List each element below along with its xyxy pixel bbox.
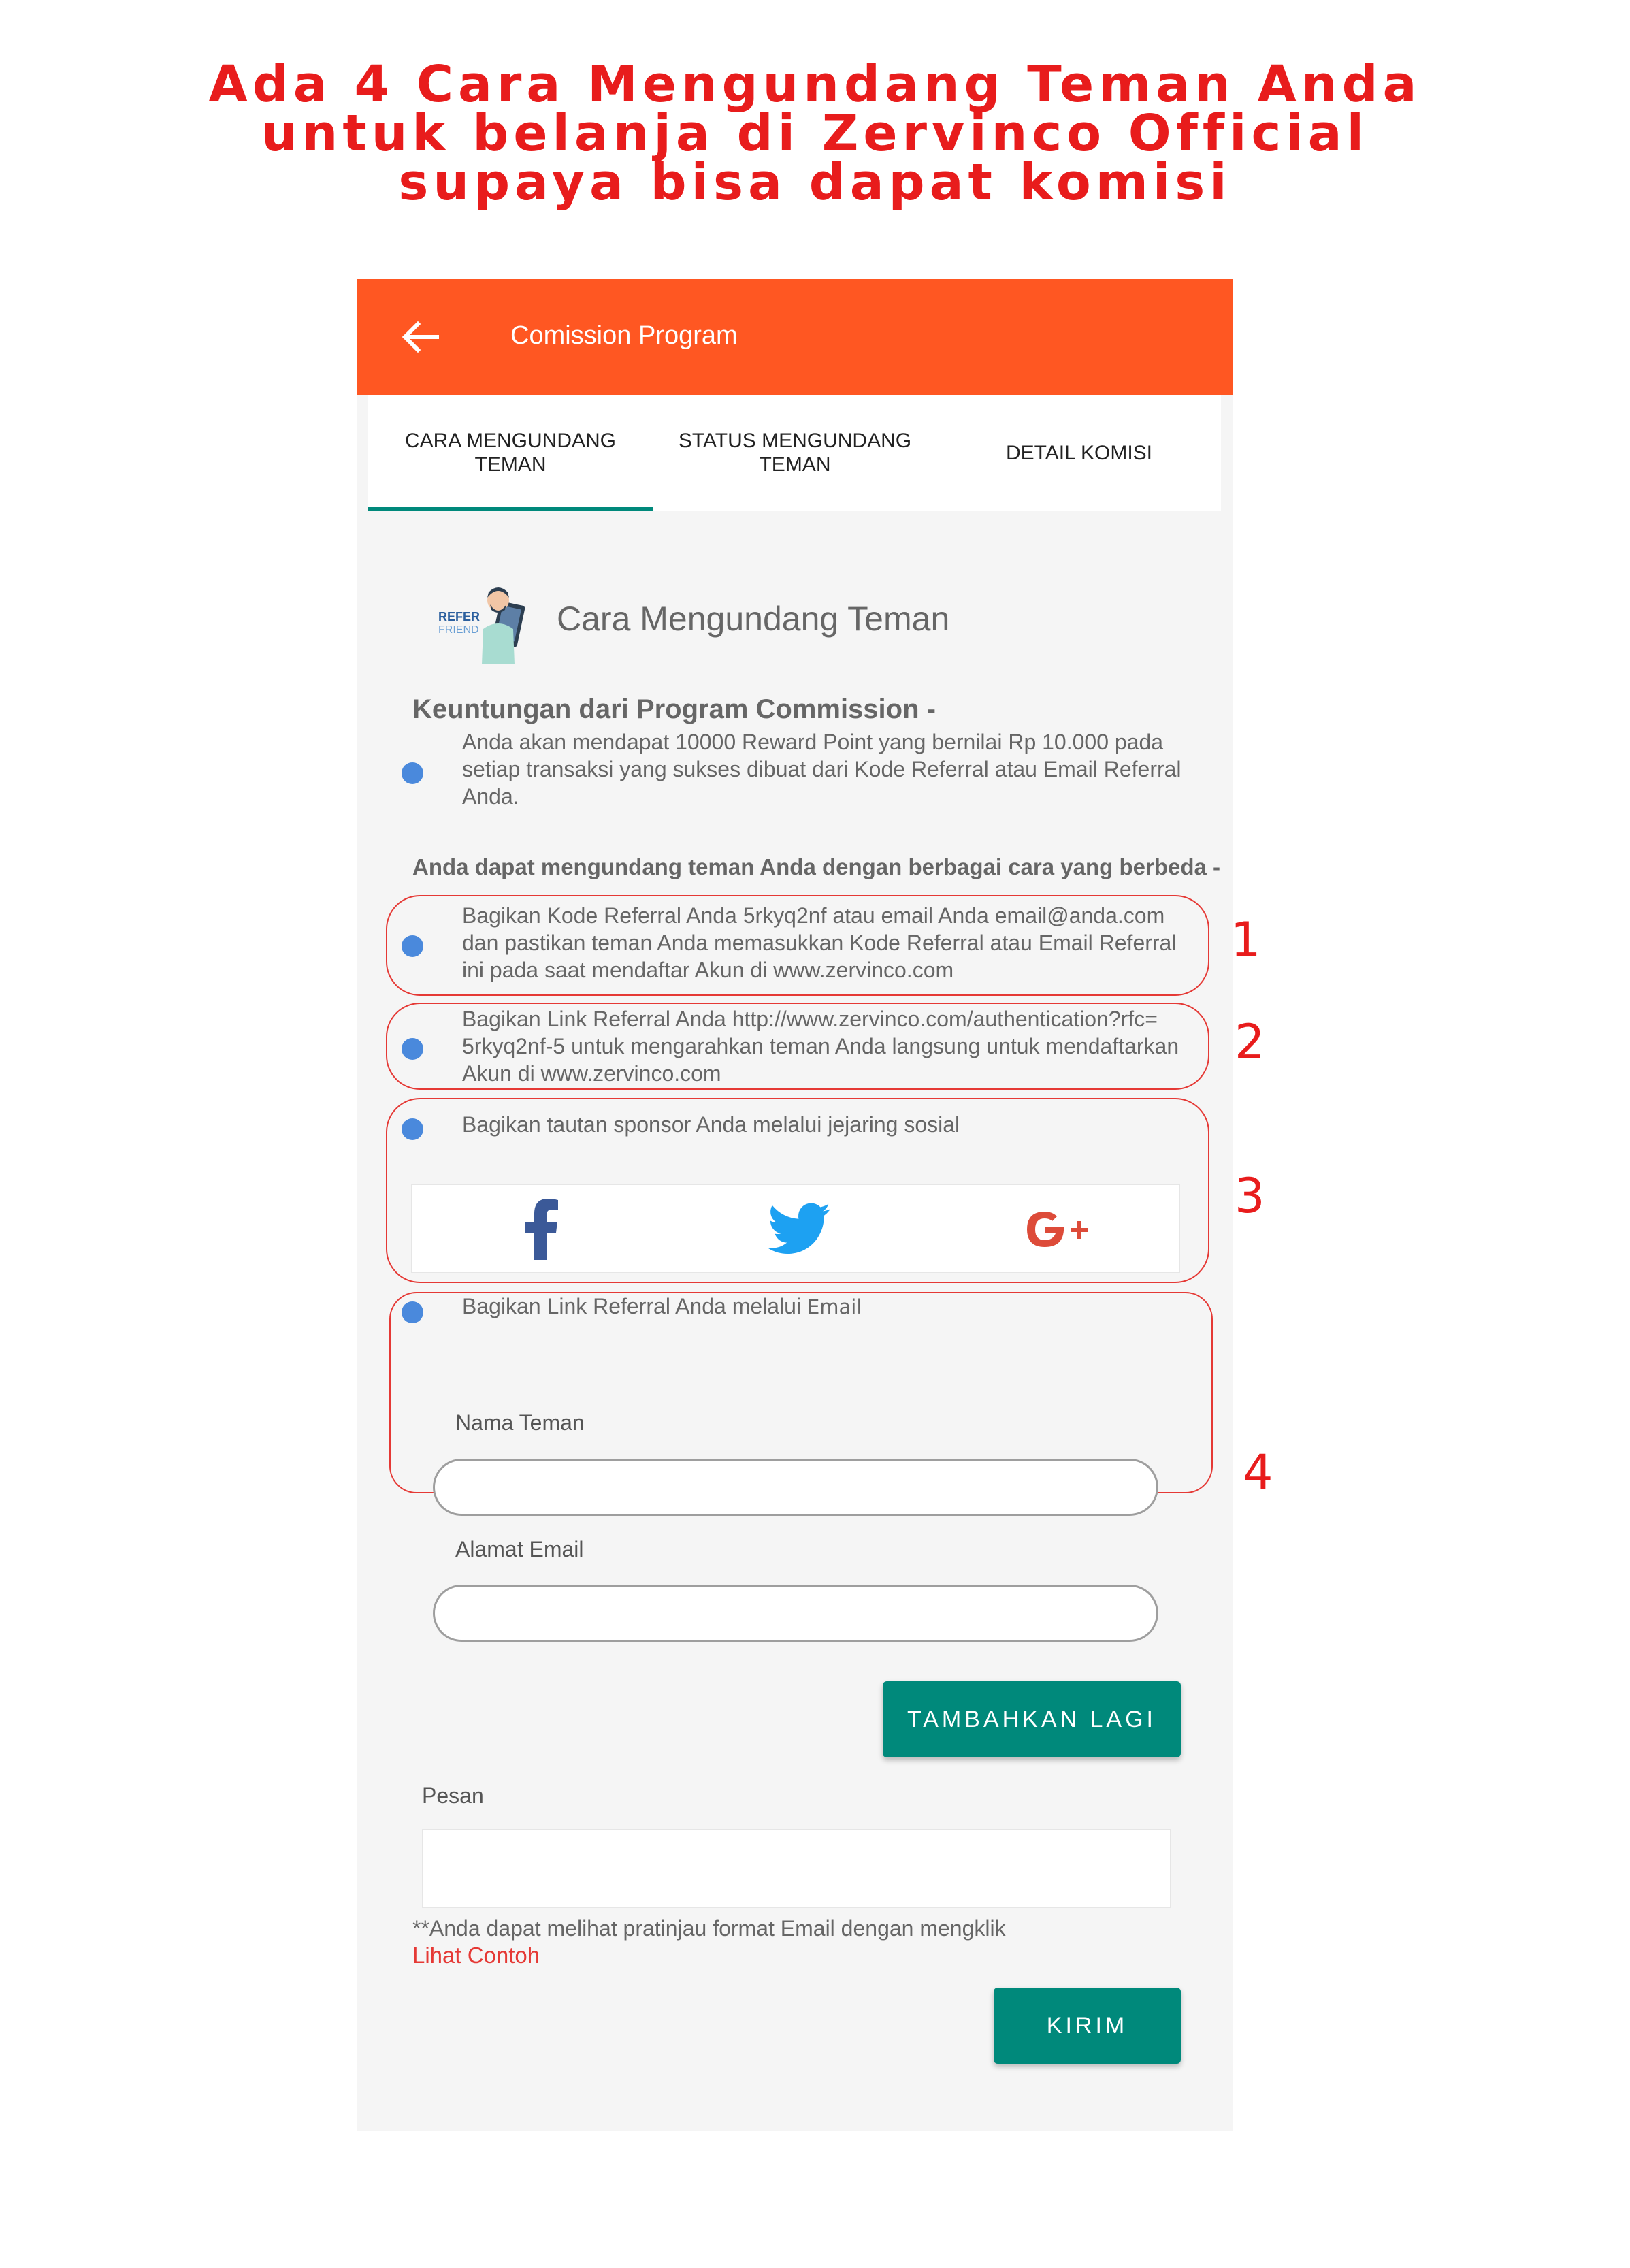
share-twitter-button[interactable] — [759, 1197, 841, 1261]
tab-cara-mengundang[interactable] — [368, 395, 653, 511]
text-line: Akun di www.zervinco.com — [462, 1061, 721, 1086]
section-title: Cara Mengundang Teman — [557, 600, 950, 638]
friend-email-input[interactable] — [433, 1585, 1158, 1642]
text-line: Bagikan Link Referral Anda http://www.zervinco.com/authentication?rfc= — [462, 1007, 1158, 1031]
twitter-icon — [768, 1202, 832, 1257]
way-4-text — [462, 1293, 1184, 1321]
logo-text-refer: REFER — [438, 610, 480, 623]
text-line: Bagikan Kode Referral Anda 5rkyq2nf atau email Anda email@anda.com — [462, 903, 1165, 928]
app-bar-title: Comission Program — [510, 321, 738, 350]
bullet-dot — [402, 935, 423, 957]
google-plus-icon — [1024, 1209, 1092, 1250]
refer-friend-logo — [437, 584, 532, 666]
annotation-number-1: 1 — [1230, 912, 1261, 968]
text-line: ini pada saat mendaftar Akun di www.zervinco.com — [462, 958, 954, 982]
way-4-text-main: Bagikan Link Referral Anda melalui — [462, 1294, 802, 1318]
tab-label-line: TEMAN — [474, 453, 547, 476]
headline-line-3: supaya bisa dapat komisi — [398, 153, 1232, 212]
app-screen — [357, 279, 1233, 2131]
tab-label-line: TEMAN — [759, 453, 831, 476]
preview-note: **Anda dapat melihat pratinjau format Email dengan mengklik — [412, 1916, 1006, 1941]
bullet-dot — [402, 1301, 423, 1323]
back-button[interactable] — [397, 314, 442, 359]
text-line: Anda akan mendapat 10000 Reward Point yang bernilai Rp 10.000 pada — [462, 730, 1164, 754]
benefits-heading: Keuntungan dari Program Commission - — [412, 694, 936, 724]
send-button[interactable]: KIRIM — [994, 1988, 1181, 2064]
way-1-text — [462, 902, 1184, 984]
share-facebook-button[interactable] — [507, 1197, 575, 1261]
tab-detail-komisi[interactable] — [937, 395, 1221, 511]
bullet-dot — [402, 762, 423, 784]
headline-line-1: Ada 4 Cara Mengundang Teman Anda — [208, 55, 1422, 114]
way-3-text: Bagikan tautan sponsor Anda melalui jejaring sosial — [462, 1112, 960, 1137]
promo-headline — [0, 55, 1630, 212]
tab-label-line: STATUS MENGUNDANG — [678, 430, 912, 452]
text-line: Anda. — [462, 784, 519, 809]
annotation-number-2: 2 — [1235, 1014, 1265, 1070]
annotation-number-3: 3 — [1235, 1168, 1265, 1224]
add-more-button[interactable]: TAMBAHKAN LAGI — [883, 1681, 1181, 1757]
share-google-plus-button[interactable] — [1011, 1197, 1106, 1261]
tab-status-mengundang[interactable] — [653, 395, 937, 511]
text-line: setiap transaksi yang sukses dibuat dari Kode Referral atau Email Referral — [462, 757, 1181, 781]
message-label: Pesan — [422, 1783, 484, 1808]
text-line: dan pastikan teman Anda memasukkan Kode Referral atau Email Referral — [462, 930, 1177, 955]
benefit-text — [462, 728, 1184, 810]
arrow-left-icon — [397, 314, 442, 359]
way-2-text — [462, 1005, 1204, 1087]
ways-heading: Anda dapat mengundang teman Anda dengan berbagai cara yang berbeda - — [412, 854, 1220, 879]
friend-email-label: Alamat Email — [455, 1537, 584, 1561]
app-bar — [357, 279, 1233, 395]
tab-bar — [368, 395, 1221, 511]
friend-name-input[interactable] — [433, 1459, 1158, 1516]
annotation-number-4: 4 — [1243, 1444, 1273, 1500]
bullet-dot — [402, 1038, 423, 1060]
friend-name-label: Nama Teman — [455, 1410, 585, 1435]
message-textarea[interactable] — [422, 1829, 1171, 1908]
tab-label-line: CARA MENGUNDANG — [404, 430, 617, 452]
active-tab-indicator — [368, 507, 653, 511]
bullet-dot — [402, 1118, 423, 1140]
tab-label-line: DETAIL KOMISI — [1005, 441, 1153, 464]
headline-line-2: untuk belanja di Zervinco Official — [261, 104, 1369, 163]
facebook-icon — [522, 1199, 560, 1260]
social-share-bar — [411, 1184, 1180, 1273]
text-line: 5rkyq2nf-5 untuk mengarahkan teman Anda langsung untuk mendaftarkan — [462, 1034, 1179, 1058]
preview-example-link[interactable]: Lihat Contoh — [412, 1943, 540, 1968]
logo-text-friend: FRIEND — [438, 624, 479, 636]
way-4-text-email: Email — [806, 1295, 862, 1318]
